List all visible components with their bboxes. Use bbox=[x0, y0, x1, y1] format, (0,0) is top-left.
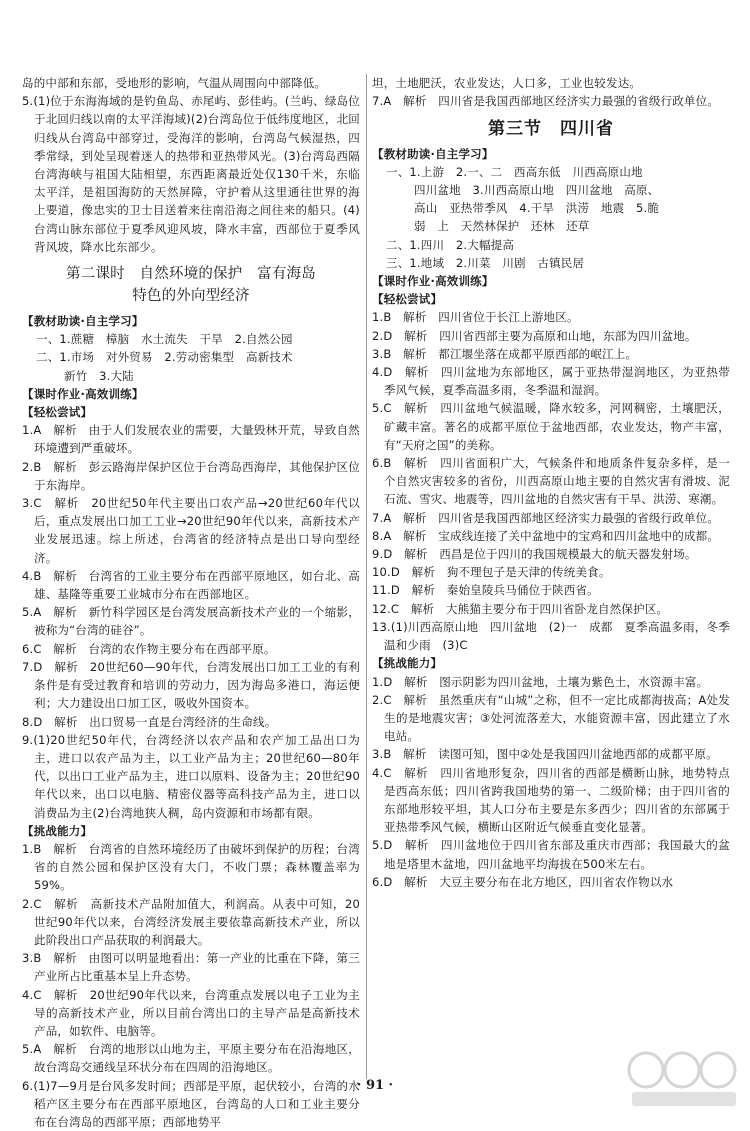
answer-item: 5.A 解析 台湾的地形以山地为主，平原主要分布在沿海地区，故台湾岛交通线呈环状分布在四周的沿海地区。 bbox=[22, 1042, 360, 1075]
answer-item: 2.D 解析 四川省西部主要为高原和山地，东部为四川盆地。 bbox=[372, 328, 697, 343]
watermark-logo-icon bbox=[624, 1048, 744, 1110]
answer-item: 11.D 解析 秦始皇陵兵马俑位于陕西省。 bbox=[372, 583, 599, 598]
answer-item: 4.C 解析 四川省地形复杂，四川省的西部是横断山脉，地势特点是西高东低；四川省跨我国地势的第一、二级阶梯；由于四川省的东部地形较平坦，其人口分布主要是东多西少；四川省的东部属于亚热带季风气候，横断山区附近气候垂直变化显著。 bbox=[372, 765, 730, 835]
paragraph: 坦，土地肥沃，农业发达，人口多，工业也较发达。 bbox=[372, 76, 642, 90]
answer-item: 5.D 解析 四川盆地位于四川省东部及重庆市西部；我国最大的盆地是塔里木盆地，四川盆地平均海拔在500米左右。 bbox=[372, 838, 730, 871]
answer-item: 7.A 解析 四川省是我国西部地区经济实力最强的省级行政单位。 bbox=[372, 510, 720, 525]
answer-item: 8.A 解析 宝成线连接了关中盆地中的宝鸡和四川盆地中的成都。 bbox=[372, 528, 720, 543]
section-title-line: 第二课时 自然环境的保护 富有海岛 bbox=[66, 266, 316, 283]
section-title-line: 特色的外向型经济 bbox=[132, 288, 250, 305]
answer-item: 1.B 解析 台湾省的自然环境经历了由破坏到保护的历程；台湾省的自然公园和保护区没有大门，不收门票；森林覆盖率为59%。 bbox=[22, 841, 360, 893]
section-heading: 【教材助读·自主学习】 bbox=[22, 314, 144, 329]
answer-line: 二、1.四川 2.大幅提高 bbox=[386, 237, 515, 252]
answer-item: 3.B 解析 都江堰坐落在成都平原西部的岷江上。 bbox=[372, 346, 638, 361]
answer-item: 3.C 解析 20世纪50年代主要出口农产品→20世纪60年代以后，重点发展出口加工工业→20世纪90年代以来，高新技术产业发展迅速。综上所述，台湾省的经济特点是出口导向型经济。 bbox=[22, 496, 360, 565]
section-heading: 【课时作业·高效训练】 bbox=[372, 274, 494, 289]
answer-item: 5.(1)位于东海海域的是钓鱼岛、赤尾屿、彭佳屿。(兰屿、绿岛位于北回归线以南的太平洋海域)(2)台湾岛位于低纬度地区，北回归线从台湾岛中部穿过，受海洋的影响，台湾岛气候湿热，四季常绿，到处呈现着迷人的热带和亚热带风光。(3)台湾岛西隔台湾海峡与祖国大陆相望，东西距离最近处仅130千米，东临太平洋，是祖国海防的天然屏障，守护着从这里通往世界的海上要道，像忠实的卫士目送着来往南沿海之间往来的船只。(4)台湾山脉东部位于夏季风迎风坡，降水丰富，西部位于夏季风背风坡，降水比东部少。 bbox=[22, 94, 360, 254]
answer-line: 四川盆地 3.川西高原山地 四川盆地 高原、 bbox=[414, 183, 660, 198]
answer-item: 13.(1)川西高原山地 四川盆地 (2)一 成都 夏季高温多雨，冬季温和少雨 (3)C bbox=[372, 619, 730, 653]
answer-line: 一、1.蔗糖 樟脑 水土流失 干旱 2.自然公园 bbox=[36, 332, 293, 347]
answer-item: 4.C 解析 20世纪90年代以来，台湾重点发展以电子工业为主导的高新技术产业，所以目前台湾出口的主导产品是高新技术产品，如软件、电脑等。 bbox=[22, 987, 360, 1038]
answer-item: 7.D 解析 20世纪60—90年代，台湾发展出口加工工业的有利条件是有受过教育和培训的劳动力，因为海岛多港口，海运便利；大力建设出口加工区，吸收外国资本。 bbox=[22, 659, 360, 711]
answer-item: 9.(1)20世纪50年代，台湾经济以农产品和农产加工品出口为主，进口以农产品为主，以工业产品为主；20世纪60—80年代，以出口工业产品为主，进口以原料、设备为主；20世纪90年代以来，出口以电脑、精密仪器等高科技产品为主，进口以消费品为主(2)台湾地狭人稠，岛内资源和市场都有限。 bbox=[22, 732, 360, 820]
answer-item: 1.D 解析 图示阴影为四川盆地，土壤为紫色土，水资源丰富。 bbox=[372, 674, 709, 689]
answer-line: 新竹 3.大陆 bbox=[64, 368, 134, 383]
answer-item: 8.D 解析 出口贸易一直是台湾经济的生命线。 bbox=[22, 714, 277, 729]
answer-item: 7.A 解析 四川省是我国西部地区经济实力最强的省级行政单位。 bbox=[372, 94, 720, 109]
left-column bbox=[22, 74, 360, 1131]
answer-item: 3.B 解析 读图可知，图中②处是我国四川盆地西部的成都平原。 bbox=[372, 747, 718, 762]
answer-item: 5.A 解析 新竹科学园区是台湾发展高新技术产业的一个缩影，被称为“台湾的硅谷”。 bbox=[22, 605, 360, 638]
answer-item: 6.B 解析 四川省面积广大，气候条件和地质条件复杂多样，是一个自然灾害较多的省份，川西高原山地主要的自然灾害有滑坡、泥石流、雪灾、地震等，四川盆地的自然灾害有干旱、洪涝、寒潮。 bbox=[372, 456, 730, 507]
answer-item: 10.D 解析 狗不理包子是天津的传统美食。 bbox=[372, 565, 611, 580]
right-column bbox=[372, 74, 730, 891]
answer-item: 5.C 解析 四川盆地气候温暖，降水较多，河网稠密，土壤肥沃，矿藏丰富。著名的成都平原位于盆地西部，农业发达，物产丰富，有“天府之国”的美称。 bbox=[372, 401, 730, 452]
answer-line: 一、1.上游 2.一、二 西高东低 川西高原山地 bbox=[386, 164, 643, 179]
answer-line: 二、1.市场 对外贸易 2.劳动密集型 高新技术 bbox=[36, 350, 293, 365]
answer-item: 1.B 解析 四川省位于长江上游地区。 bbox=[372, 310, 579, 325]
section-heading: 【挑战能力】 bbox=[22, 823, 93, 838]
paragraph: 岛的中部和东部，受地形的影响，气温从周围向中部降低。 bbox=[22, 76, 327, 90]
answer-line: 弱 上 天然林保护 还林 还草 bbox=[414, 219, 590, 234]
answer-item: 3.B 解析 由图可以明显地看出：第一产业的比重在下降，第三产业所占比重基本呈上升态势。 bbox=[22, 951, 360, 984]
answer-item: 4.D 解析 四川盆地为东部地区，属于亚热带湿润地区，为亚热带季风气候，夏季高温多雨，冬季温和湿润。 bbox=[372, 365, 730, 398]
section-title bbox=[22, 263, 360, 307]
answer-item: 2.C 解析 高新技术产品附加值大，利润高。从表中可知，20世纪90年代以来，台湾经济发展主要依靠高新技术产业，所以此阶段出口产品获取的利润最大。 bbox=[22, 896, 360, 947]
answer-item: 4.B 解析 台湾省的工业主要分布在西部平原地区，如台北、高雄、基隆等重要工业城市分布在西部地区。 bbox=[22, 568, 360, 602]
section-heading: 【挑战能力】 bbox=[372, 656, 443, 671]
section-heading: 【课时作业·高效训练】 bbox=[22, 386, 144, 401]
section-heading: 【教材助读·自主学习】 bbox=[372, 146, 494, 161]
section-heading: 【轻松尝试】 bbox=[22, 405, 93, 420]
answer-item: 6.C 解析 台湾的农作物主要分布在西部平原。 bbox=[22, 641, 276, 656]
answer-item: 2.B 解析 彭云路海岸保护区位于台湾岛西海岸，其他保护区位于东海岸。 bbox=[22, 459, 360, 492]
column-divider bbox=[366, 74, 367, 1079]
answer-item: 9.D 解析 西昌是位于四川的我国规模最大的航天器发射场。 bbox=[372, 547, 697, 562]
answer-item: 6.D 解析 大豆主要分布在北方地区，四川省农作物以水 bbox=[372, 874, 674, 889]
answer-line: 三、1.地域 2.川菜 川剧 古镇民居 bbox=[386, 255, 585, 270]
answer-item: 1.A 解析 由于人们发展农业的需要，大量毁林开荒，导致自然环境遭到严重破坏。 bbox=[22, 423, 360, 456]
section-heading: 【轻松尝试】 bbox=[372, 292, 443, 307]
answer-item: 6.(1)7—9月是台风多发时间；西部是平原，起伏较小，台湾的水稻产区主要分布在西部平原地区，台湾岛的人口和工业主要分布在台湾岛的西部平原；西部地势平 bbox=[22, 1078, 360, 1129]
chapter-title: 第三节 四川省 bbox=[488, 119, 614, 140]
answer-line: 高山 亚热带季风 4.干旱 洪涝 地震 5.脆 bbox=[414, 201, 660, 216]
answer-item: 12.C 解析 大熊猫主要分布于四川省卧龙自然保护区。 bbox=[372, 601, 669, 616]
page-number: · 91 · bbox=[356, 1078, 394, 1093]
answer-item: 2.C 解析 虽然重庆有“山城”之称，但不一定比成都海拔高；A处发生的是地震灾害；③处河流落差大，水能资源丰富，因此建立了水电站。 bbox=[372, 692, 730, 744]
